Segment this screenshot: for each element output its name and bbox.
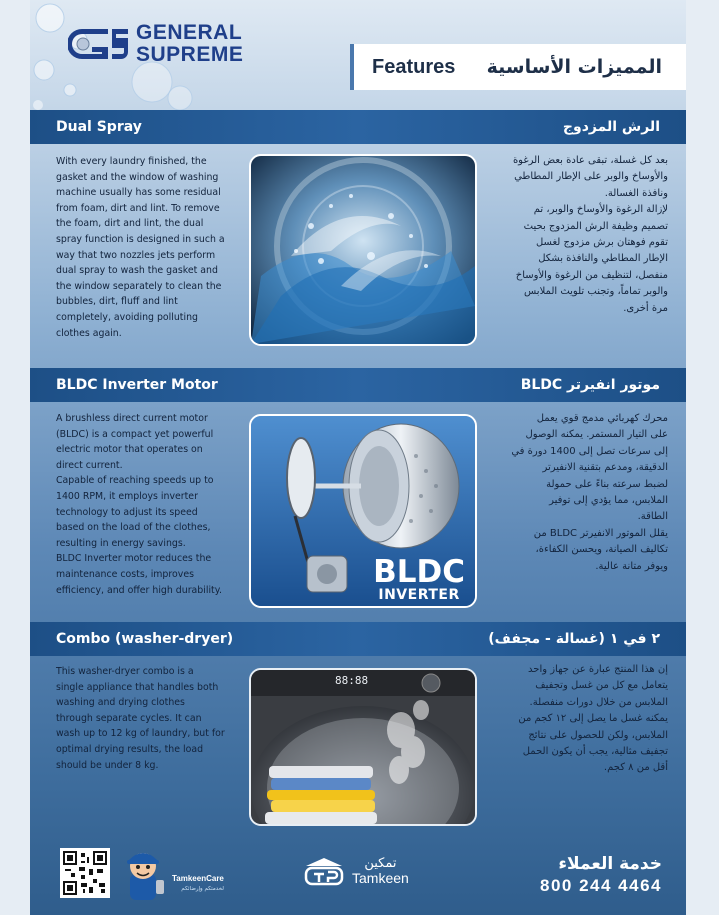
section-title-en: Dual Spray xyxy=(56,119,142,135)
combo-text-en: This washer-dryer combo is a single appliance that handles both washing and drying clothes through separate cycles. It can wash up to 12 kg of laundry, but for optimal drying results, the load should be under 8 kg. xyxy=(56,666,225,771)
washer-dryer-image xyxy=(249,668,477,826)
tamkeen-logo-icon xyxy=(302,856,346,886)
bldc-badge-subtitle: INVERTER xyxy=(378,587,460,603)
tamkeen-care-mascot xyxy=(118,846,224,902)
section-title-en: Combo (washer-dryer) xyxy=(56,631,234,647)
customer-service-label: خدمة العملاء xyxy=(558,854,662,874)
dual-spray-text-ar: بعد كل غسلة، تبقى عادة بعض الرغوة والأوساخ والوبر على الإطار المطاطي ونافذة الغسالة. لإزالة الرغوة والأوساخ والوبر، تم تصميم وظيفة الرش المزدوج بحيث تقوم فوهتان برش مزدوج لغسل الإطار المطاطي والنافذة بشكل منفصل، لتنظيف من الرغوة والأوساخ والوبر تماماً، وتجنب تلويث الملابس مرة أخرى. xyxy=(512,155,668,314)
brand-line-2: SUPREME xyxy=(136,43,244,66)
combo-text-ar: إن هذا المنتج عبارة عن جهاز واحد يتعامل مع كل من غسل وتجفيف الملابس من خلال دورات منفصلة. يمكنه غسل ما يصل إلى ١٢ كجم من الملابس، ولكن للحصول على نتائج تجفيف مثالية، يجب أن يكون الحمل أقل من ٨ كجم. xyxy=(518,664,668,774)
bldc-text-en: A brushless direct current motor (BLDC) is a compact yet powerful electric motor that operates on direct current. Capable of reaching speeds up to 1400 RPM, it employs inverter technology to adjust its speed based on the load of the clothes, resulting in energy savings. BLDC Inverter motor reduces the maintenance costs, improves efficiency, and offer high durability. xyxy=(56,413,222,596)
tamkeen-name-ar: تمكين xyxy=(364,856,397,871)
technician-mascot-icon xyxy=(118,846,168,902)
tamkeen-name-en: Tamkeen xyxy=(352,870,409,886)
section-title-ar: ٢ في ١ (غسالة - مجفف) xyxy=(488,631,660,647)
tamkeen-care-label: TamkeenCare xyxy=(172,874,224,883)
tamkeen-care-tagline: لخدمتكم وإرضائكم xyxy=(181,886,224,892)
page-margin-right xyxy=(686,0,719,915)
section-title-en: BLDC Inverter Motor xyxy=(56,377,218,393)
qr-code[interactable] xyxy=(60,848,110,898)
page-title-ar: المميزات الأساسية xyxy=(486,56,662,78)
page-title-en: Features xyxy=(372,55,456,78)
section-bar-dual-spray xyxy=(30,110,686,144)
section-title-ar: الرش المزدوج xyxy=(562,119,660,135)
page-margin-left xyxy=(0,0,30,915)
water-splash-illustration xyxy=(251,156,475,344)
footer xyxy=(30,842,686,915)
brand-line-1: GENERAL xyxy=(136,21,243,44)
washer-display: 88:88 xyxy=(335,674,369,687)
qr-code-icon xyxy=(63,851,107,895)
dual-spray-image xyxy=(249,154,477,346)
section-bar-combo xyxy=(30,622,686,656)
bldc-text-ar: محرك كهربائي مدمج قوي يعمل على التيار المستمر. يمكنه الوصول إلى سرعات تصل إلى 1400 دورة في الدقيقة، ومدعم بتقنية الانفيرتر لضبط سرعته بناءً على حمولة الملابس، مما يؤدي إلى توفير الطاقة. يقلل الموتور الانفيرتر BLDC من تكاليف الصيانة، ويحسن الكفاءة، ويوفر متانة عالية. xyxy=(511,413,668,572)
section-bar-bldc-motor xyxy=(30,368,686,402)
dual-spray-text-en: With every laundry finished, the gasket and the window of washing machine usually has some residual from foam, dirt and lint. To remove the foam, dirt and lint, the dual spray function is designed in such a way that two nozzles jets perform dual spray to wash the gasket and the window separately to clean the bubbles, dirt, fluff and lint completely, avoiding polluting clothes again. xyxy=(56,156,225,339)
section-title-ar: موتور انفيرتر BLDC xyxy=(520,377,660,393)
brand-logo xyxy=(68,22,243,66)
bldc-badge-title: BLDC xyxy=(373,554,465,590)
washer-dryer-illustration xyxy=(251,670,475,824)
customer-service-phone[interactable]: 800 244 4464 xyxy=(540,876,662,895)
page-title-box xyxy=(350,44,686,90)
general-supreme-logo-icon xyxy=(68,23,130,65)
tamkeen-logo xyxy=(302,856,409,886)
bldc-motor-image xyxy=(249,414,477,608)
customer-service xyxy=(540,854,662,896)
